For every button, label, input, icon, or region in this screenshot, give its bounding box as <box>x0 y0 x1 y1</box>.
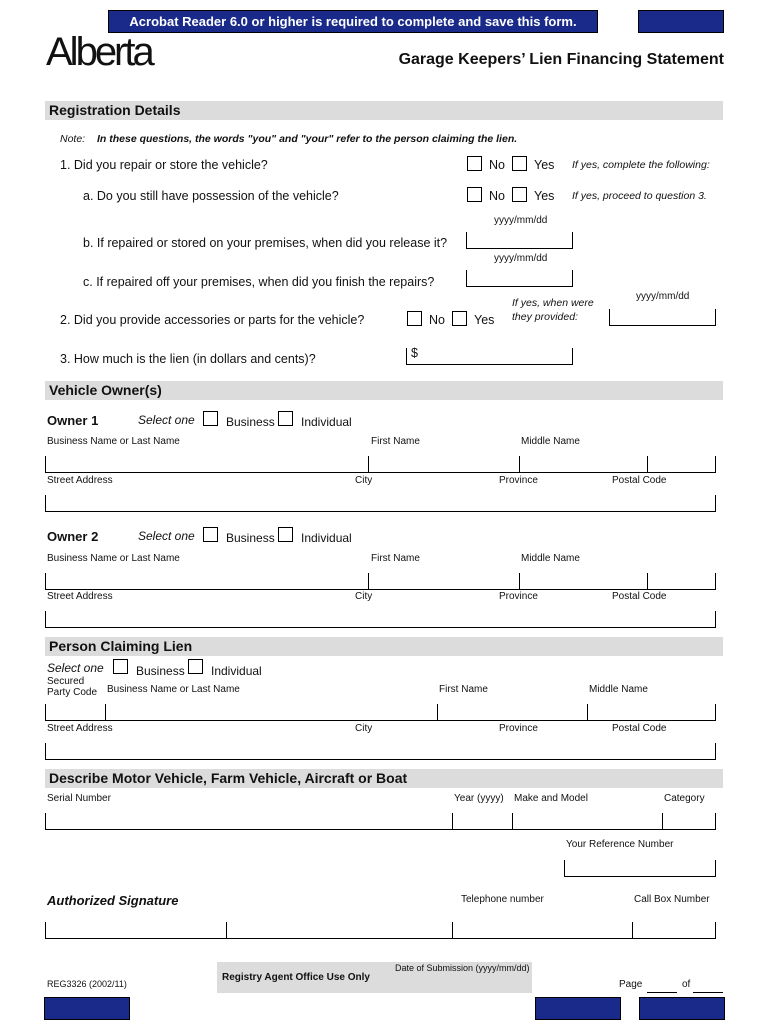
signature-input[interactable] <box>45 922 716 939</box>
make-model-label: Make and Model <box>514 793 588 804</box>
owner1-label: Owner 1 <box>47 413 99 428</box>
claimant-middle-name-label: Middle Name <box>589 684 648 695</box>
lien-amount-input[interactable] <box>406 348 573 365</box>
owner2-address-input[interactable] <box>45 611 716 628</box>
claimant-business-checkbox[interactable] <box>113 659 128 674</box>
owner2-business-checkbox[interactable] <box>203 527 218 542</box>
q1-hint: If yes, complete the following: <box>572 159 710 171</box>
claimant-business-label: Business <box>136 664 185 678</box>
q2-no-checkbox[interactable] <box>407 311 422 326</box>
q1-no-label: No <box>489 158 505 172</box>
q2-yes-label: Yes <box>474 313 495 327</box>
page-number-line[interactable] <box>647 992 677 993</box>
q2-date-format: yyyy/mm/dd <box>636 291 690 302</box>
q2-date-input[interactable] <box>609 309 716 326</box>
claimant-province-label: Province <box>499 723 538 734</box>
owner1-divider-3 <box>647 456 648 473</box>
q1a-no-label: No <box>489 189 505 203</box>
owner2-city-label: City <box>355 591 373 602</box>
owner1-business-checkbox[interactable] <box>203 411 218 426</box>
signature-divider-2 <box>452 922 453 939</box>
claimant-street-label: Street Address <box>47 723 113 734</box>
owner2-divider-2 <box>519 573 520 590</box>
claimant-business-name-label: Business Name or Last Name <box>107 684 240 695</box>
claimant-address-input[interactable] <box>45 743 716 760</box>
vehicle-description-input[interactable] <box>45 813 716 830</box>
owner2-label: Owner 2 <box>47 529 99 544</box>
note-label: Note: <box>60 133 86 145</box>
q2-yes-checkbox[interactable] <box>452 311 467 326</box>
owner1-divider-2 <box>519 456 520 473</box>
form-title: Garage Keepers’ Lien Financing Statement <box>398 51 724 68</box>
q1-yes-checkbox[interactable] <box>512 156 527 171</box>
serial-number-label: Serial Number <box>47 793 111 804</box>
owner1-business-name-label: Business Name or Last Name <box>47 436 180 447</box>
section-person-claiming-lien: Person Claiming Lien <box>45 637 723 656</box>
claimant-select-one: Select one <box>47 661 104 675</box>
reference-number-label: Your Reference Number <box>566 839 674 850</box>
owner2-divider-3 <box>647 573 648 590</box>
dollar-sign: $ <box>411 346 418 360</box>
claimant-individual-checkbox[interactable] <box>188 659 203 674</box>
owner1-first-name-label: First Name <box>371 436 420 447</box>
q2-hint-line1: If yes, when were <box>512 297 594 309</box>
owner2-individual-label: Individual <box>301 531 352 545</box>
question-3: 3. How much is the lien (in dollars and cents)? <box>60 352 316 366</box>
bottom-middle-button[interactable] <box>535 997 621 1020</box>
owner1-individual-label: Individual <box>301 415 352 429</box>
owner1-divider-1 <box>368 456 369 473</box>
vehicle-divider-3 <box>662 813 663 830</box>
claimant-postal-label: Postal Code <box>612 723 667 734</box>
q1a-hint: If yes, proceed to question 3. <box>572 190 707 202</box>
q1c-date-format: yyyy/mm/dd <box>494 253 548 264</box>
claimant-divider-3 <box>587 704 588 721</box>
owner1-middle-name-label: Middle Name <box>521 436 580 447</box>
signature-divider-1 <box>226 922 227 939</box>
section-registration: Registration Details <box>45 101 723 120</box>
date-submission-label: Date of Submission (yyyy/mm/dd) <box>395 963 530 973</box>
q1b-date-input[interactable] <box>466 232 573 249</box>
q2-no-label: No <box>429 313 445 327</box>
signature-divider-3 <box>632 922 633 939</box>
alberta-logo: Alberta <box>46 30 152 74</box>
owner2-divider-1 <box>368 573 369 590</box>
q1c-date-input[interactable] <box>466 270 573 287</box>
owner2-name-input[interactable] <box>45 573 716 590</box>
owner1-name-input[interactable] <box>45 456 716 473</box>
page-label: Page <box>619 979 643 990</box>
claimant-city-label: City <box>355 723 373 734</box>
top-nav-button[interactable] <box>638 10 724 33</box>
q1b-date-format: yyyy/mm/dd <box>494 215 548 226</box>
q1-yes-label: Yes <box>534 158 555 172</box>
owner1-street-label: Street Address <box>47 475 113 486</box>
owner1-city-label: City <box>355 475 373 486</box>
owner2-province-label: Province <box>499 591 538 602</box>
q1a-yes-label: Yes <box>534 189 555 203</box>
claimant-individual-label: Individual <box>211 664 262 678</box>
owner2-street-label: Street Address <box>47 591 113 602</box>
section-vehicle-owners: Vehicle Owner(s) <box>45 381 723 400</box>
owner1-province-label: Province <box>499 475 538 486</box>
office-use-label: Registry Agent Office Use Only <box>222 972 370 983</box>
callbox-label: Call Box Number <box>634 894 710 905</box>
telephone-label: Telephone number <box>461 894 544 905</box>
owner2-first-name-label: First Name <box>371 553 420 564</box>
claimant-name-input[interactable] <box>45 704 716 721</box>
question-1c: c. If repaired off your premises, when did you finish the repairs? <box>83 275 435 289</box>
category-label: Category <box>664 793 705 804</box>
claimant-divider-2 <box>437 704 438 721</box>
form-id: REG3326 (2002/11) <box>47 979 127 989</box>
question-1: 1. Did you repair or store the vehicle? <box>60 158 268 172</box>
secured-party-label-2: Party Code <box>47 687 98 698</box>
note-text: In these questions, the words "you" and "your" refer to the person claiming the lien. <box>97 133 518 145</box>
claimant-divider-1 <box>105 704 106 721</box>
q1a-yes-checkbox[interactable] <box>512 187 527 202</box>
question-2: 2. Did you provide accessories or parts for the vehicle? <box>60 313 365 327</box>
section-vehicle-description: Describe Motor Vehicle, Farm Vehicle, Aircraft or Boat <box>45 769 723 788</box>
owner2-business-name-label: Business Name or Last Name <box>47 553 180 564</box>
reference-number-input[interactable] <box>564 860 716 877</box>
vehicle-divider-2 <box>512 813 513 830</box>
year-label: Year (yyyy) <box>454 793 504 804</box>
vehicle-divider-1 <box>452 813 453 830</box>
owner2-select-one: Select one <box>138 529 195 543</box>
owner1-individual-checkbox[interactable] <box>278 411 293 426</box>
claimant-first-name-label: First Name <box>439 684 488 695</box>
owner2-individual-checkbox[interactable] <box>278 527 293 542</box>
bottom-left-button[interactable] <box>44 997 130 1020</box>
q2-hint-line2: they provided: <box>512 311 578 323</box>
owner1-address-input[interactable] <box>45 495 716 512</box>
owner2-postal-label: Postal Code <box>612 591 667 602</box>
question-1a: a. Do you still have possession of the vehicle? <box>83 189 339 203</box>
owner2-middle-name-label: Middle Name <box>521 553 580 564</box>
question-1b: b. If repaired or stored on your premises, when did you release it? <box>83 236 448 250</box>
q1a-no-checkbox[interactable] <box>467 187 482 202</box>
q1-no-checkbox[interactable] <box>467 156 482 171</box>
bottom-right-button[interactable] <box>639 997 725 1020</box>
owner1-postal-label: Postal Code <box>612 475 667 486</box>
owner2-business-label: Business <box>226 531 275 545</box>
secured-party-label-1: Secured <box>47 676 85 687</box>
owner1-select-one: Select one <box>138 413 195 427</box>
owner1-business-label: Business <box>226 415 275 429</box>
authorized-signature-label: Authorized Signature <box>47 893 179 908</box>
of-label: of <box>682 979 691 990</box>
acrobat-banner: Acrobat Reader 6.0 or higher is required to complete and save this form. <box>108 10 598 33</box>
page-total-line[interactable] <box>693 992 723 993</box>
